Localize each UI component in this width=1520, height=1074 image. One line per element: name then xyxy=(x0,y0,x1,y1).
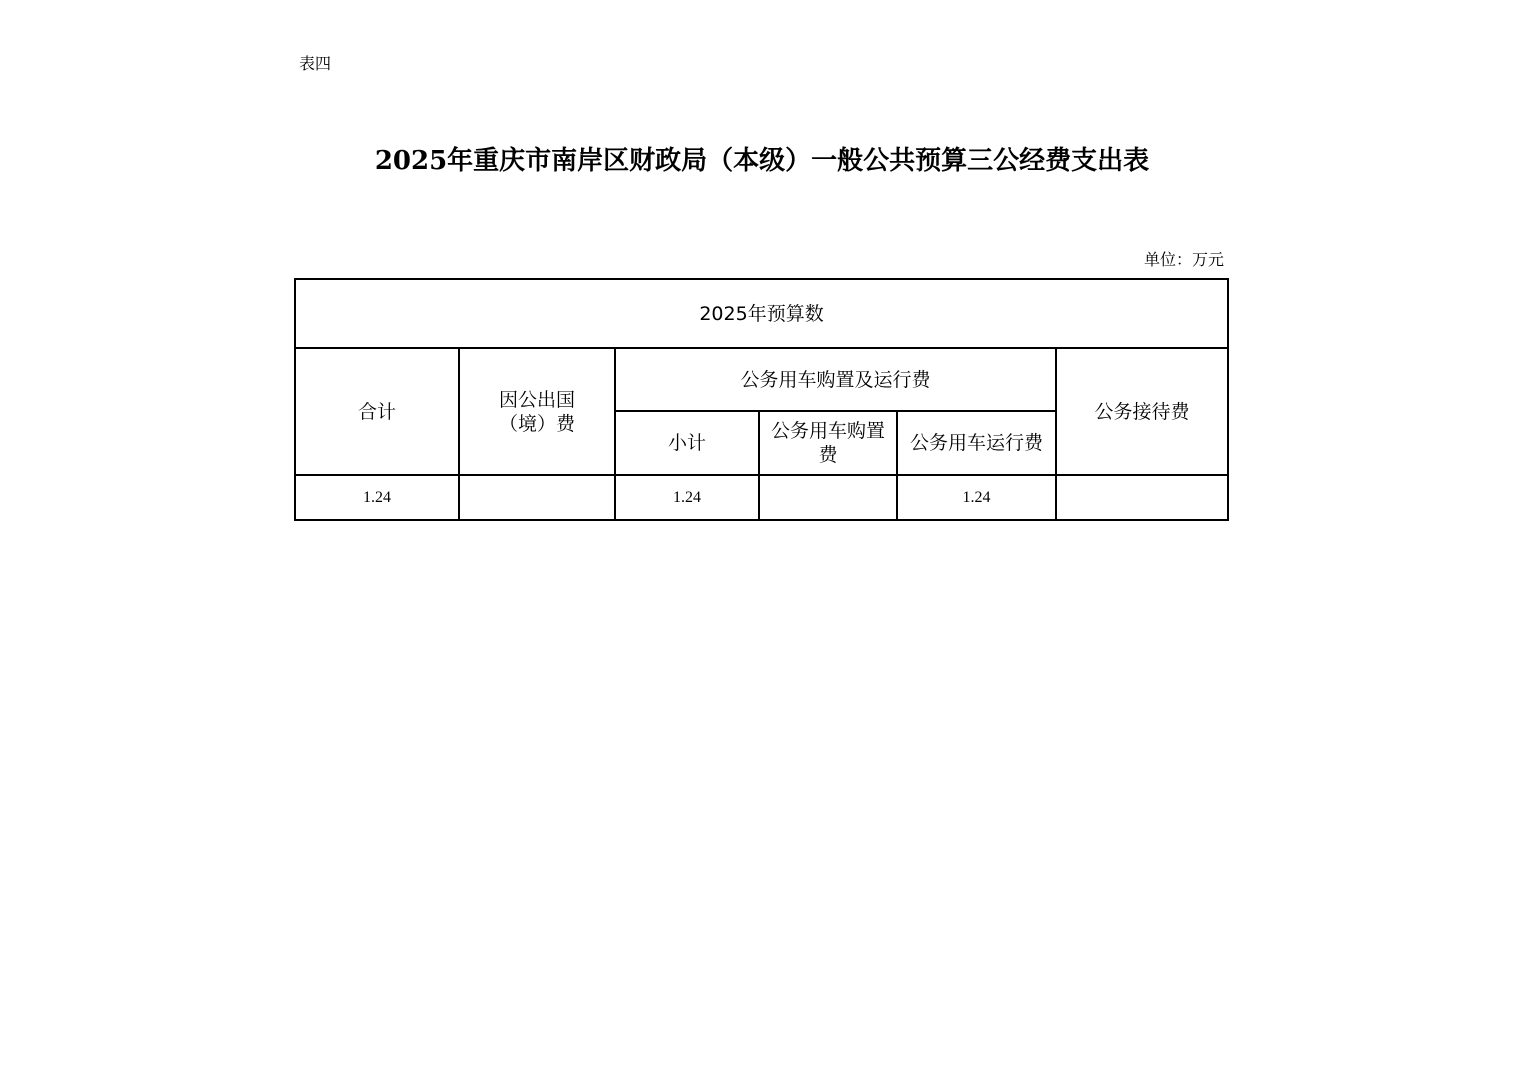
table-header-row xyxy=(295,348,1228,411)
table-row xyxy=(295,475,1228,520)
vehicle-operation-value: 1.24 xyxy=(897,475,1056,520)
vehicle-group-header: 公务用车购置及运行费 xyxy=(615,348,1056,411)
overseas-value xyxy=(459,475,615,520)
reception-header: 公务接待费 xyxy=(1056,348,1228,475)
vehicle-subtotal-value: 1.24 xyxy=(615,475,759,520)
budget-table xyxy=(294,278,1229,521)
total-header: 合计 xyxy=(295,348,459,475)
table-header-row xyxy=(295,279,1228,348)
vehicle-operation-header: 公务用车运行费 xyxy=(897,411,1056,475)
overseas-header: 因公出国（境）费 xyxy=(459,348,615,475)
vehicle-purchase-value xyxy=(759,475,897,520)
table-label: 表四 xyxy=(299,54,332,73)
total-value: 1.24 xyxy=(295,475,459,520)
reception-value xyxy=(1056,475,1228,520)
vehicle-purchase-header: 公务用车购置费 xyxy=(759,411,897,475)
document-title: 2025年重庆市南岸区财政局（本级）一般公共预算三公经费支出表 xyxy=(374,146,1150,176)
unit-label: 单位：万元 xyxy=(1143,250,1224,269)
budget-year-header: 2025年预算数 xyxy=(295,279,1228,348)
vehicle-subtotal-header: 小计 xyxy=(615,411,759,475)
